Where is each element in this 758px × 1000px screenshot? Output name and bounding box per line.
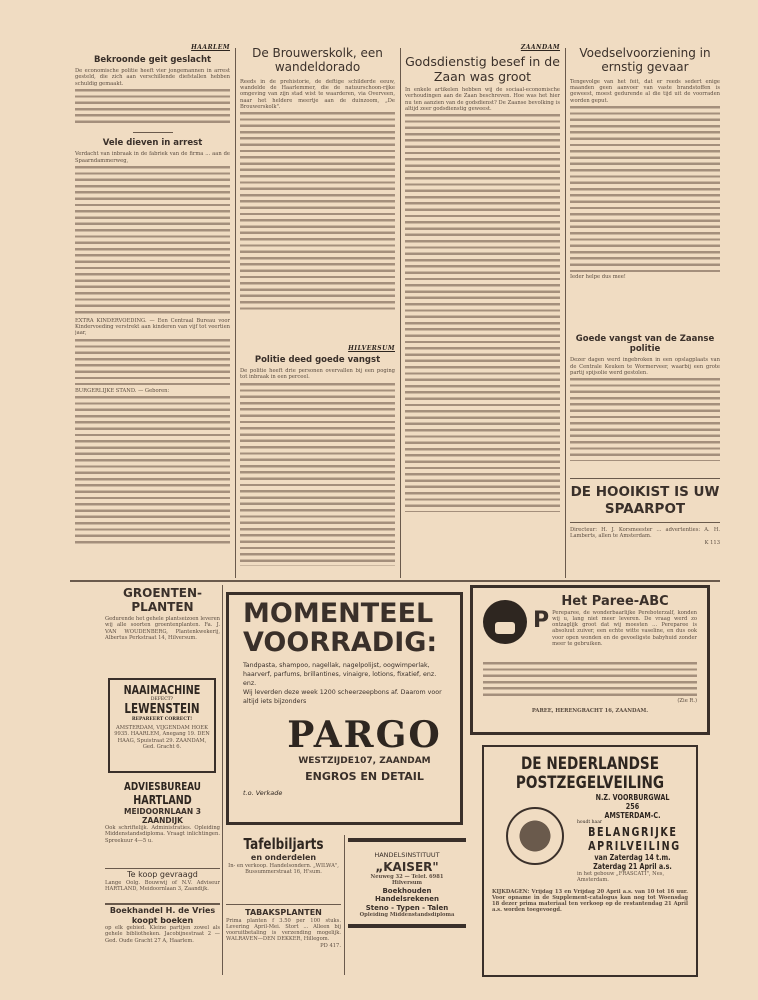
notice-burgerlijke-stand: BURGERLIJKE STAND. — Geboren: [75, 387, 170, 394]
ad-sub: DEFECT? [150, 697, 174, 702]
column-rule [222, 585, 223, 975]
ad-text: Gedurende het gehele plantseizoen leveren wij alle soorten groentenplanten. Fa. J. VAN WOUDENBERG, Plantenkwekerij, Albertus Perkstraat 14, Hilversum. [105, 616, 220, 641]
colophon: Directeur: H. J. Korsmeester ... advertenties: A. H. Lamberts, allen te Amsterdam. [570, 527, 720, 540]
ad-brand: LEWENSTEIN [124, 702, 200, 717]
ad-text: Tandpasta, shampoo, nagellak, nagelpolijst, oogwimperlak, haarverf, parfums, brillantines, vinaigre, lotions, fixatief, enz. enz. [243, 662, 437, 687]
ad-boekhandel [105, 906, 220, 944]
ad-paree [470, 585, 710, 735]
ad-text: Ook schriftelijk. Administraties. Opleiding Middenstandsdiploma. Vraagt inlichtingen. Spreekuur 4—5 u. [105, 825, 220, 844]
divider [133, 132, 173, 133]
ad-title: Te koop gevraagd [127, 870, 198, 879]
ad-signature: (Zie R.) [677, 697, 697, 704]
divider [570, 478, 720, 479]
ad-city: Hilversum [391, 880, 423, 887]
body-text [75, 337, 230, 385]
ad-address: Neuweg 32 — Telef. 6981 [370, 874, 444, 881]
ad-title: Tafelbiljarts [243, 835, 324, 853]
divider [105, 868, 220, 869]
ad-title: ADVIESBUREAU [124, 780, 201, 793]
ad-title: POSTZEGELVEILING [515, 773, 665, 793]
body-text [570, 376, 720, 461]
headline: Vele dieven in arrest [102, 138, 203, 149]
body-text [240, 381, 395, 566]
ad-groenten [105, 586, 220, 641]
ad-te-koop [105, 870, 220, 892]
divider [105, 903, 220, 905]
ad-postzegelveiling [482, 745, 698, 977]
article-zaandam [405, 44, 560, 512]
drop-cap: P [533, 607, 550, 633]
rule-bar [348, 924, 466, 928]
ad-tafelbiljarts [226, 835, 341, 875]
ad-adviesbureau [105, 780, 220, 844]
ad-title: GROENTEN-PLANTEN [123, 586, 202, 614]
ad-pargo [226, 592, 463, 825]
ad-line: Handelsrekenen [374, 895, 440, 904]
ad-line: Boekhouden [382, 886, 432, 895]
article-lead: Dezer dagen werd ingebroken in een opslagplaats van de Centrale Keuken te Wormerveer, waarbij een grote partij spijsolie werd gestolen. [570, 357, 720, 376]
article-lead: Verdacht van inbraak in de fabriek van de firma ... aan de Spaarndammerweg, [75, 151, 230, 164]
column-rule [565, 48, 566, 578]
ad-street: MEIDOORNLAAN 3 [124, 807, 201, 816]
ad-text: Pereparee, de wonderbaarlijke Pereboterzalf, konden wij u, lang niet meer leveren. De vraag werd zo ontzaglijk groot dat wij moesten ... Pereparee is absoluut zuiver, een echte witte vaseline, en dus ook voor open wonden en de gevoeligste babyhuid zonder meer te gebruiken. [552, 609, 697, 648]
rule-bar [348, 838, 466, 842]
kicker: HILVERSUM [348, 345, 395, 352]
headline: Bekroonde geit geslacht [93, 55, 212, 65]
ad-city: ZAANDIJK [142, 816, 183, 825]
ad-signature: t.o. Verkade [243, 788, 283, 797]
hooikist-banner [570, 484, 720, 546]
article-hilversum [240, 345, 395, 566]
ad-text: KIJKDAGEN: Vrijdag 13 en Vrijdag 20 April a.s. van 10 tot 16 uur. Voor opname in de Supplement-catalogus kan nog tot Woensdag 18 dezer prima materiaal ten verkoop op de restantendag 21 April a.s. worden toegevoegd. [492, 888, 688, 914]
ad-text: houdt haar [577, 820, 603, 825]
ad-headline: BELANGRIJKE [588, 825, 678, 839]
notice-extra-kindervoeding: EXTRA KINDERVOEDING. — Een Centraal Bureau voor Kindervoeding verstrekt aan kinderen van vijf tot veertien jaar, [75, 317, 230, 337]
column-rule [235, 48, 236, 578]
ad-address: WESTZIJDE107, ZAANDAM [298, 756, 431, 766]
kicker: HAARLEM [191, 44, 230, 51]
ad-brand-logo: PARGO [287, 714, 442, 756]
article-lead: Reeds in de prehistorie, de deftige schilderde eeuw, wandelde de Haarlemmer, die de natuurschoon-rijke omgeving van zijn stad wist te waarderen, via Overveen, naar het heldere meertje aan de duinzoom, „De Brouwerskolk". [240, 78, 395, 110]
divider [570, 522, 720, 523]
body-text [405, 112, 560, 512]
ad-text: In- en verkoop. Handelsondern. „WILWA", Bussummerstraat 16, H'sum. [228, 862, 339, 875]
ad-line: Opleiding Middenstandsdiploma [359, 911, 455, 918]
body-text [75, 87, 230, 127]
headline: Goede vangst van de Zaanse politie [575, 334, 715, 355]
headline: DE HOOIKIST IS UW SPAARPOT [570, 484, 720, 517]
ad-sub: koopt boeken [131, 915, 194, 925]
ad-text: Lange Oolg. Bouwwij of N.V. Adviseur HARTLAND, Meidoornlaan 3, Zaandijk. [105, 879, 220, 892]
body-text [75, 394, 230, 544]
ad-date: Zaterdag 21 April a.s. [593, 862, 672, 871]
ad-kicker: HANDELSINSTITUUT [374, 851, 440, 859]
ad-title: DE NEDERLANDSE [521, 754, 659, 774]
ad-naaimachine [108, 678, 216, 773]
article-zaanse-politie [570, 334, 720, 461]
article-lead: De economische politie heeft vier jongemannen in arrest gesteld, die zich aan verschillende diefstallen hebben schuldig gemaakt. [75, 68, 230, 87]
ad-text: Prima planten f 3.50 per 100 stuks. Levering April-Mei. Stort ... Alleen bij vooruitbetaling is verzending mogelijk. WALRAVEN—DEN DEKKER, Hillegom. [226, 917, 341, 943]
ad-title: NAAIMACHINE [123, 683, 201, 697]
ad-kaiser [348, 838, 466, 928]
divider [226, 904, 341, 905]
body-text [240, 110, 395, 310]
ad-title: TABAKSPLANTEN [245, 908, 322, 917]
ad-location: in het gebouw „FRASCATI", Nes, Amsterdam. [577, 871, 665, 884]
ad-text: Wij leverden deze week 1200 scheerzeepbons af. Daarom voor altijd iets bijzonders [243, 689, 442, 705]
headline: Politie deed goede vangst [254, 355, 381, 365]
headline: Voedselvoorziening in ernstig gevaar [579, 46, 711, 75]
section-rule [70, 580, 720, 582]
ad-tabaksplanten [226, 908, 341, 949]
ad-line: Steno - Typen - Talen [365, 903, 449, 912]
article-brouwerskolk [240, 46, 395, 310]
ad-city: AMSTERDAM-C. [604, 811, 661, 820]
ad-address: N.Z. VOORBURGWAL 256 [595, 793, 670, 811]
ad-title: Boekhandel H. de Vries [109, 906, 216, 915]
headline: Godsdienstig besef in de Zaan was groot [405, 54, 560, 84]
body-text [75, 164, 230, 314]
ad-tag: REPAREERT CORRECT! [131, 717, 193, 722]
ad-brand: HARTLAND [133, 793, 192, 807]
ad-sub: en onderdelen [250, 853, 317, 862]
kicker: ZAANDAM [520, 44, 560, 51]
body-text [570, 104, 720, 274]
ad-code: PD 417. [320, 942, 341, 949]
ad-title: VOORRADIG: [243, 627, 438, 658]
ad-text: op elk gebied. Kleine partijen zowel als gehele bibliotheken. Jacobijnestraat 2 — Ged. Oude Gracht 27 A, Haarlem. [105, 925, 220, 944]
ad-logo-icon [483, 600, 527, 644]
ad-address: AMSTERDAM, VIJGENDAM HOEK 9935. HAARLEM, Anegang 19. DEN HAAG, Spuistraat 29. ZAANDAM, Ged. Gracht 6. [114, 725, 210, 750]
column-rule [400, 48, 401, 578]
headline: De Brouwerskolk, een wandeldorado [252, 46, 383, 75]
article-voedsel [570, 46, 720, 280]
article-haarlem [75, 44, 230, 544]
globe-icon [506, 807, 564, 865]
ad-address: PAREE, HERENGRACHT 16, ZAANDAM. [531, 707, 649, 714]
column-rule [344, 835, 345, 975]
article-lead: De politie heeft drie personen overvallen bij een poging tot inbraak in een perceel. [240, 368, 395, 381]
ad-sub: ENGROS EN DETAIL [305, 769, 424, 783]
ad-title: MOMENTEEL [243, 598, 434, 629]
ad-title: Het Paree-ABC [561, 594, 669, 609]
colophon-code: K 113 [704, 539, 720, 546]
article-lead: In enkele artikelen hebben wij de sociaal-economische verhoudingen aan de Zaan beschreven. Hoe was het hier nu ten aanzien van de godsdienst? De Zaanse bevolking is altijd zeer godsdienstig geweest. [405, 87, 560, 112]
ad-title: „KAISER" [375, 859, 439, 874]
article-lead: Tengevolge van het feit, dat er reeds sedert enige maanden geen aanvoer van vaste brandstoffen is geweest, moest gedurende al die tijd uit de voorraden worden geput. [570, 78, 720, 104]
body-text [483, 660, 697, 698]
closing-line: Ieder helpe dus mee! [570, 273, 626, 280]
ad-date: van Zaterdag 14 t.m. [594, 853, 671, 862]
ad-headline: APRILVEILING [588, 839, 681, 853]
